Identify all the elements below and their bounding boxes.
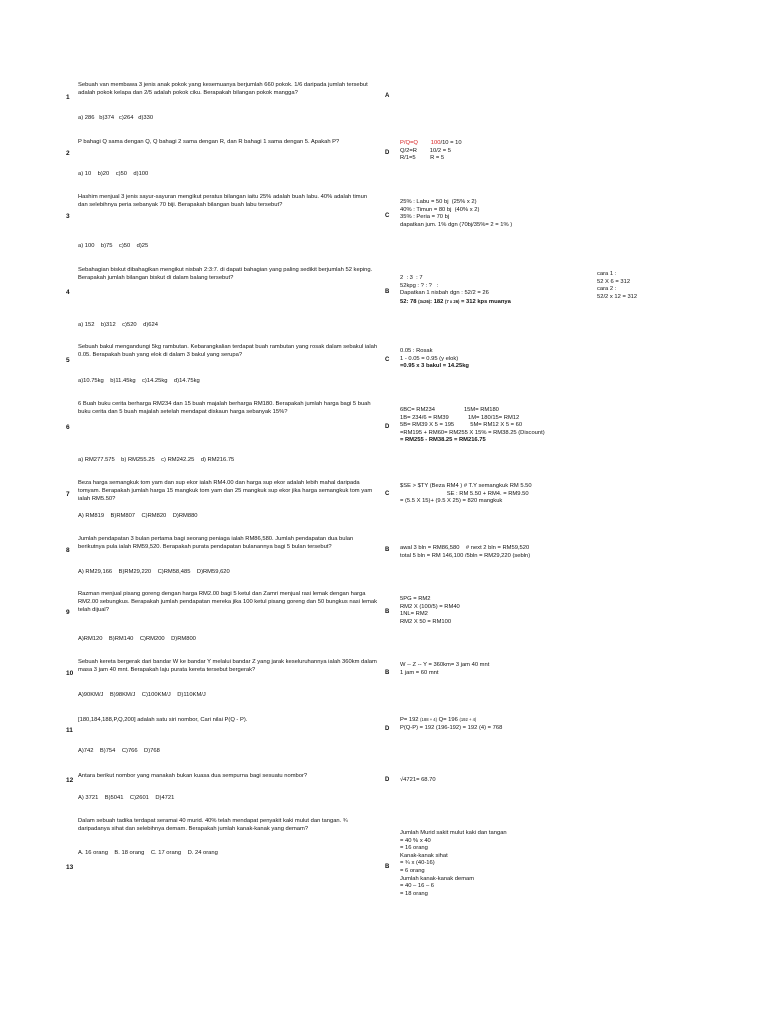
question-text: Sebuah kereta bergerak dari bandar W ke bandar Y melalui bandar Z yang jarak keseluruhannya ialah 360km dalam masa 3 jam 40 mnt. Berapakah laju purata kereta tersebut bergerak? — [78, 659, 377, 674]
question-options: a) 286 b)374 c)264 d)330 — [78, 115, 154, 121]
working-q4-alternatives: cara 1 : 52 X 6 = 312 cara 2 : 52/2 x 12 = 312 — [597, 271, 638, 300]
answer-letter: C — [385, 491, 390, 497]
working-q13: Jumlah Murid sakit mulut kaki dan tangan = 40 % x 40 = 16 orang Kanak-kanak sihat = ¾ x (40-16) = 6 orang Jumlah kanak-kanak demam = 40 – 16 – 6 = 18 orang — [400, 830, 507, 897]
question-number: 9 — [66, 609, 70, 616]
answer-letter: D — [385, 726, 390, 732]
question-number: 8 — [66, 547, 70, 554]
question-number: 5 — [66, 357, 70, 364]
answer-letter: B — [385, 864, 390, 870]
question-options: A)90KM/J B)98KM/J C)100KM/J D)110KM/J — [78, 692, 206, 698]
question-options: a) RM277.575 b) RM255.25 c) RM242.25 d) RM216.75 — [78, 457, 235, 463]
working-q12: √4721= 68.70 — [400, 777, 436, 783]
question-number: 11 — [66, 727, 73, 734]
question-text: [180,184,188,P,Q,200] adalah satu siri nombor, Cari nilai P(Q - P). — [78, 717, 248, 723]
working-q3: 25% : Labu = 50 bj (25% x 2) 40% : Timun = 80 bj (40% x 2) 35% : Peria = 70 bj dapatkan jum. 1% dgn (70bj/35%= 2 = 1% ) — [400, 199, 513, 228]
question-text: P bahagi Q sama dengan Q, Q bahagi 2 sama dengan R, dan R bahagi 1 sama dengan 5. Apakah P? — [78, 139, 340, 145]
question-text: Dalam sebuah tadika terdapat seramai 40 murid. 40% telah mendapat penyakit kaki mulut dan tangan. ¾ daripadanya sihat dan selebihnya demam. Berapakah jumlah kanak-kanak yang demam? — [78, 818, 348, 833]
answer-letter: A — [385, 93, 390, 99]
question-number: 6 — [66, 424, 70, 431]
question-text: Hashim menjual 3 jenis sayur-sayuran mengikut peratus bilangan iaitu 25% adalah buah labu. 40% adalah timun dan selebihnya peria sebanyak 70 biji. Berapakah bilangan buah labu tersebut? — [78, 194, 368, 209]
question-options: A)RM120 B)RM140 C)RM200 D)RM800 — [78, 636, 196, 642]
question-number: 12 — [66, 777, 74, 784]
question-text: Jumlah pendapatan 3 bulan pertama bagi seorang peniaga ialah RM86,580. Jumlah pendapatan dua bulan berikutnya pula ialah RM59,520. Berapakah purata pendapatan bulanannya bagi 5 bulan tersebut? — [78, 536, 354, 551]
question-number: 3 — [66, 213, 70, 220]
working-q4: 2 : 3 : 7 52kpg : ? : ? : Dapatkan 1 nisbah dgn : 52/2 = 26 52: 78 (3x26): 182 (7 x 26) = 312 kps muanya — [400, 275, 511, 305]
working-q10: W -- Z -- Y = 360km= 3 jam 40 mnt 1 jam = 60 mnt — [400, 662, 490, 676]
question-number: 13 — [66, 864, 74, 871]
question-text: Sebuah bakul mengandungi 5kg rambutan. Kebarangkalian terdapat buah rambutan yang rosak dalam sebakul ialah 0.05. Berapakah buah yang elok di dalam 3 bakul yang serupa? — [78, 344, 378, 359]
working-q9: 5PG = RM2 RM2 X (100/5) = RM40 1NL= RM2 RM2 X 50 = RM100 — [400, 596, 460, 625]
answer-letter: B — [385, 670, 390, 676]
answer-letter: B — [385, 609, 390, 615]
question-options: a) 10 b)20 c)50 d)100 — [78, 171, 149, 177]
working-q6: 6BC= RM234 15M= RM180 1B= 234/6 = RM39 1M= 180/15= RM12 5B= RM39 X 5 = 195 5M= RM12 X 5 = 60 =RM195 + RM60= RM255 X 15% = RM38.25 (Discount) = RM255 - RM38.25 = RM216.75 — [400, 407, 545, 444]
question-options: A) RM29,166 B)RM29,220 C)RM58,485 D)RM59,620 — [78, 569, 230, 575]
working-q7: $SE > $TY (Beza RM4 ) # T.Y semangkuk RM 5.50 SE : RM 5.50 + RM4. = RM9.50 = (5.5 X 15)+ (9.5 X 25) = 820 mangkuk — [400, 483, 532, 505]
answer-letter: C — [385, 357, 390, 363]
question-options: A) RM819 B)RM807 C)RM820 D)RM880 — [78, 513, 198, 519]
question-number: 4 — [66, 289, 70, 296]
working-q8: awal 3 bln = RM86,580 # next 2 bln = RM59,520 total 5 bln = RM 146,100 /5bln = RM29,220 (sebln) — [400, 545, 531, 559]
answer-letter: D — [385, 424, 390, 430]
question-number: 10 — [66, 670, 74, 677]
answer-letter: B — [385, 547, 390, 553]
answer-letter: B — [385, 289, 390, 295]
answer-letter: D — [385, 150, 390, 156]
question-text: Sebuah van membawa 3 jenis anak pokok yang kesemuanya berjumlah 660 pokok. 1/6 daripada jumlah tersebut adalah pokok kelapa dan 2/5 adalah pokok ciku. Berapakah bilangan pokok mangga? — [78, 82, 368, 97]
question-options: A) 3721 B)5041 C)2601 D)4721 — [78, 795, 175, 801]
question-text: Antara berikut nombor yang manakah bukan kuasa dua sempurna bagi sesuatu nombor? — [78, 773, 308, 779]
question-options: a) 100 b)75 c)50 d)25 — [78, 243, 149, 249]
question-number: 1 — [66, 94, 70, 101]
question-options: a) 152 b)312 c)520 d)624 — [78, 322, 158, 328]
question-number: 7 — [66, 491, 70, 498]
question-options: a)10.75kg b)11.45kg c)14.25kg d)14.75kg — [78, 378, 200, 384]
working-q11: P= 192 (188 + 4) Q= 196 (192 + 4) P(Q-P) = 192 (196-192) = 192 (4) = 768 — [400, 717, 503, 731]
working-q2: P/Q=Q 100/10 = 10 Q/2=R 10/2 = 5 R/1=5 R = 5 — [400, 140, 462, 162]
answer-letter: D — [385, 777, 390, 783]
question-text: Sebahagian biskut dibahagikan mengikut nisbah 2:3:7. di dapati bahagian yang paling sedikit berjumlah 52 keping. Berapakah jumlah bilangan biskut di dalam balang tersebut? — [78, 267, 373, 282]
working-q5: 0.05 : Rosak 1 - 0.05 = 0.95 (y elok) =0.95 x 3 bakul = 14.25kg — [400, 348, 469, 370]
question-text: Beza harga semangkuk tom yam dan sup ekor ialah RM4.00 dan harga sup ekor adalah lebih mahal daripada tomyam. Berapakah jumlah harga 15 mangkuk tom yam dan 25 mangkuk sup ekor jika harga semangkuk tom yam ialah RM5.50? — [78, 480, 373, 503]
question-options: A)742 B)754 C)766 D)768 — [78, 748, 160, 754]
answer-letter: C — [385, 213, 390, 219]
question-options: A. 16 orang B. 18 orang C. 17 orang D. 24 orang — [78, 850, 218, 856]
question-number: 2 — [66, 150, 70, 157]
question-text: 6 Buah buku cerita berharga RM234 dan 15 buah majalah berharga RM180. Berapakah jumlah harga bagi 5 buah buku cerita dan 5 buah majalah setelah mendapat diskaun harga sebanyak 15%? — [78, 401, 371, 416]
question-text: Razman menjual pisang goreng dengan harga RM2.00 bagi 5 ketul dan Zamri menjual rasi lemak dengan harga RM2.00 sebungkus. Berapakah jumlah pendapatan mereka jika 100 ketul pisang goreng dan 50 bungkus nasi lemak telah dijual? — [78, 591, 378, 614]
